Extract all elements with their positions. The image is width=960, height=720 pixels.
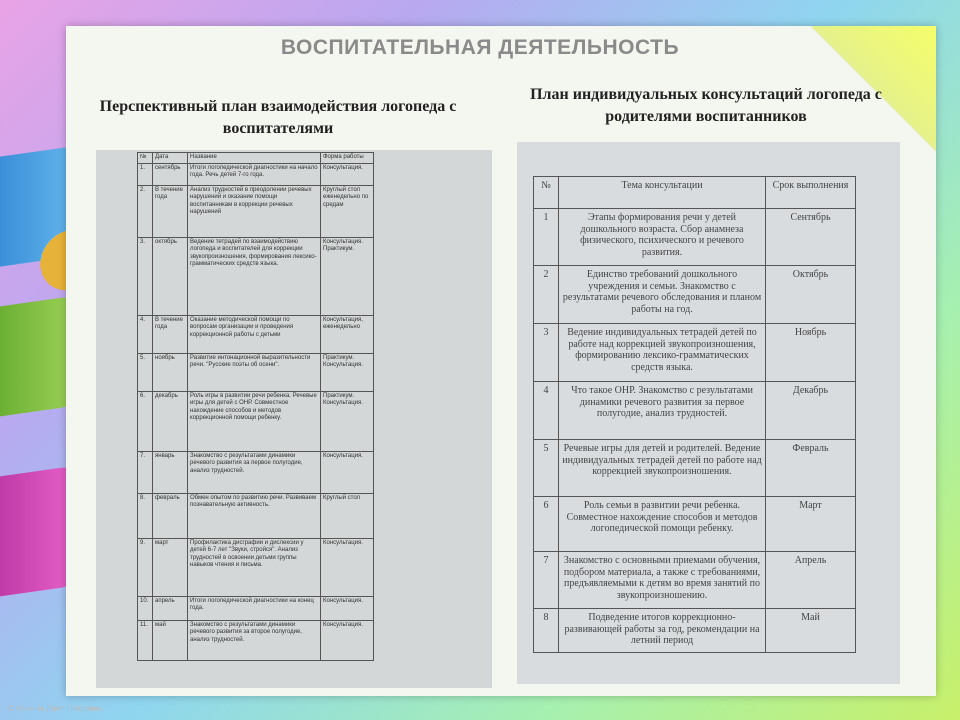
cell-date: октябрь (153, 237, 188, 315)
cell-date: декабрь (153, 391, 188, 451)
cell-number: 7. (138, 451, 153, 493)
cell-date: сентябрь (153, 163, 188, 185)
table-row (138, 163, 374, 185)
cell-date: январь (153, 451, 188, 493)
cell-number: 5. (138, 353, 153, 391)
cell-name: Знакомство с результатами динамики речевого развития за второе полугодие, анализ трудностей. (188, 620, 321, 660)
cell-topic: Единство требований дошкольного учреждения и семьи. Знакомство с результатами речевого обследования и планом работы на год. (559, 266, 766, 324)
cell-date: март (153, 538, 188, 596)
parents-consultation-table (533, 176, 856, 653)
cell-term: Ноябрь (766, 324, 856, 382)
cell-form: Консультация, еженедельно (321, 315, 374, 353)
table-row (534, 324, 856, 382)
col-header-number: № (534, 177, 559, 209)
cell-term: Май (766, 609, 856, 653)
table-row (138, 451, 374, 493)
cell-number: 3. (138, 237, 153, 315)
cell-number: 4. (138, 315, 153, 353)
table-header-row (138, 153, 374, 164)
left-heading: Перспективный план взаимодействия логопеда с воспитателями (99, 98, 457, 137)
cell-form: Консультация. (321, 538, 374, 596)
table-row (138, 391, 374, 451)
cell-term: Декабрь (766, 382, 856, 440)
cell-term: Октябрь (766, 266, 856, 324)
cell-number: 9. (138, 538, 153, 596)
cell-name: Анализ трудностей в преодолении речевых нарушений и оказание помощи воспитанникам в коррекции речевых нарушений (188, 185, 321, 237)
cell-form: Консультация. (321, 620, 374, 660)
col-header-number: № (138, 153, 153, 164)
table-row (138, 493, 374, 538)
col-header-date: Дата (153, 153, 188, 164)
cell-name: Роль игры в развитии речи ребенка. Речевые игры для детей с ОНР. Совместное нахождение способов и методов коррекционной помощи ребенку. (188, 391, 321, 451)
cell-number: 4 (534, 382, 559, 440)
table-row (534, 266, 856, 324)
col-header-form: Форма работы (321, 153, 374, 164)
watermark: © Фокина Лиля Петровна (8, 704, 103, 713)
cell-topic: Ведение индивидуальных тетрадей детей по работе над коррекцией звукопроизношения, формированию лексико-грамматических средств языка. (559, 324, 766, 382)
table-row (534, 497, 856, 552)
cell-form: Практикум. Консультация. (321, 391, 374, 451)
table-row (138, 353, 374, 391)
cell-term: Сентябрь (766, 209, 856, 266)
cell-form: Консультация. (321, 451, 374, 493)
table-row (138, 620, 374, 660)
cell-form: Консультация. Практикум. (321, 237, 374, 315)
col-header-topic: Тема консультации (559, 177, 766, 209)
cell-date: май (153, 620, 188, 660)
table-row (534, 382, 856, 440)
cell-topic: Речевые игры для детей и родителей. Ведение индивидуальных тетрадей детей по работе над коррекцией звукопроизношения. (559, 440, 766, 497)
cell-name: Развитие интонационной выразительности речи. "Русские поэты об осени". (188, 353, 321, 391)
cell-date: В течение года (153, 185, 188, 237)
cell-form: Консультация. (321, 596, 374, 620)
col-header-name: Название (188, 153, 321, 164)
cell-number: 6. (138, 391, 153, 451)
cell-form: Круглый стол еженедельно по средам (321, 185, 374, 237)
table-row (534, 552, 856, 609)
col-header-term: Срок выполнения (766, 177, 856, 209)
cell-number: 1. (138, 163, 153, 185)
cell-number: 8. (138, 493, 153, 538)
cell-number: 7 (534, 552, 559, 609)
cell-form: Консультация. (321, 163, 374, 185)
cell-term: Февраль (766, 440, 856, 497)
cell-date: апрель (153, 596, 188, 620)
cell-number: 2. (138, 185, 153, 237)
table-row (138, 596, 374, 620)
table-header-row (534, 177, 856, 209)
cell-topic: Роль семьи в развитии речи ребенка. Совместное нахождение способов и методов логопедической помощи ребенку. (559, 497, 766, 552)
cell-topic: Подведение итогов коррекционно-развивающей работы за год, рекомендации на летний период (559, 609, 766, 653)
cell-name: Итоги логопедической диагностики на начало года. Речь детей 7-го года. (188, 163, 321, 185)
table-row (534, 440, 856, 497)
cell-number: 1 (534, 209, 559, 266)
cell-term: Апрель (766, 552, 856, 609)
table-row (138, 237, 374, 315)
table-row (138, 185, 374, 237)
cell-form: Круглый стол (321, 493, 374, 538)
cell-date: февраль (153, 493, 188, 538)
teachers-plan-table (137, 152, 374, 661)
table-row (534, 609, 856, 653)
cell-date: ноябрь (153, 353, 188, 391)
cell-topic: Этапы формирования речи у детей дошкольного возраста. Сбор анамнеза физического, психического и речевого развития. (559, 209, 766, 266)
cell-number: 6 (534, 497, 559, 552)
cell-date: В течение года (153, 315, 188, 353)
cell-topic: Что такое ОНР. Знакомство с результатами динамики речевого развития за первое полугодие, анализ трудностей. (559, 382, 766, 440)
page-title: ВОСПИТАТЕЛЬНАЯ ДЕЯТЕЛЬНОСТЬ (280, 36, 680, 59)
cell-number: 10. (138, 596, 153, 620)
cell-topic: Знакомство с основными приемами обучения, подбором материала, а также с требованиями, предъявляемыми к детям во время занятий по звукопроизношению. (559, 552, 766, 609)
cell-number: 11. (138, 620, 153, 660)
cell-number: 3 (534, 324, 559, 382)
table-row (138, 315, 374, 353)
table-row (138, 538, 374, 596)
cell-name: Профилактика дисграфии и дислексии у детей 6-7 лет "Звуки, стройся". Анализ трудностей в освоении детьми группы навыков чтения и письма. (188, 538, 321, 596)
cell-name: Оказание методической помощи по вопросам организации и проведения коррекционной работы с детьми (188, 315, 321, 353)
cell-name: Знакомство с результатами динамики речевого развития за первое полугодие, анализ трудностей. (188, 451, 321, 493)
cell-term: Март (766, 497, 856, 552)
cell-name: Обмен опытом по развитию речи. Развиваем познавательную активность. (188, 493, 321, 538)
cell-name: Ведение тетрадей по взаимодействию логопеда и воспитателей для коррекции звукопроизношения, формирования лексико-грамматических средств языка. (188, 237, 321, 315)
cell-number: 2 (534, 266, 559, 324)
cell-number: 5 (534, 440, 559, 497)
cell-name: Итоги логопедической диагностики на конец года. (188, 596, 321, 620)
cell-form: Практикум. Консультация. (321, 353, 374, 391)
table-row (534, 209, 856, 266)
cell-number: 8 (534, 609, 559, 653)
right-heading: План индивидуальных консультаций логопеда с родителями воспитанников (530, 86, 882, 125)
